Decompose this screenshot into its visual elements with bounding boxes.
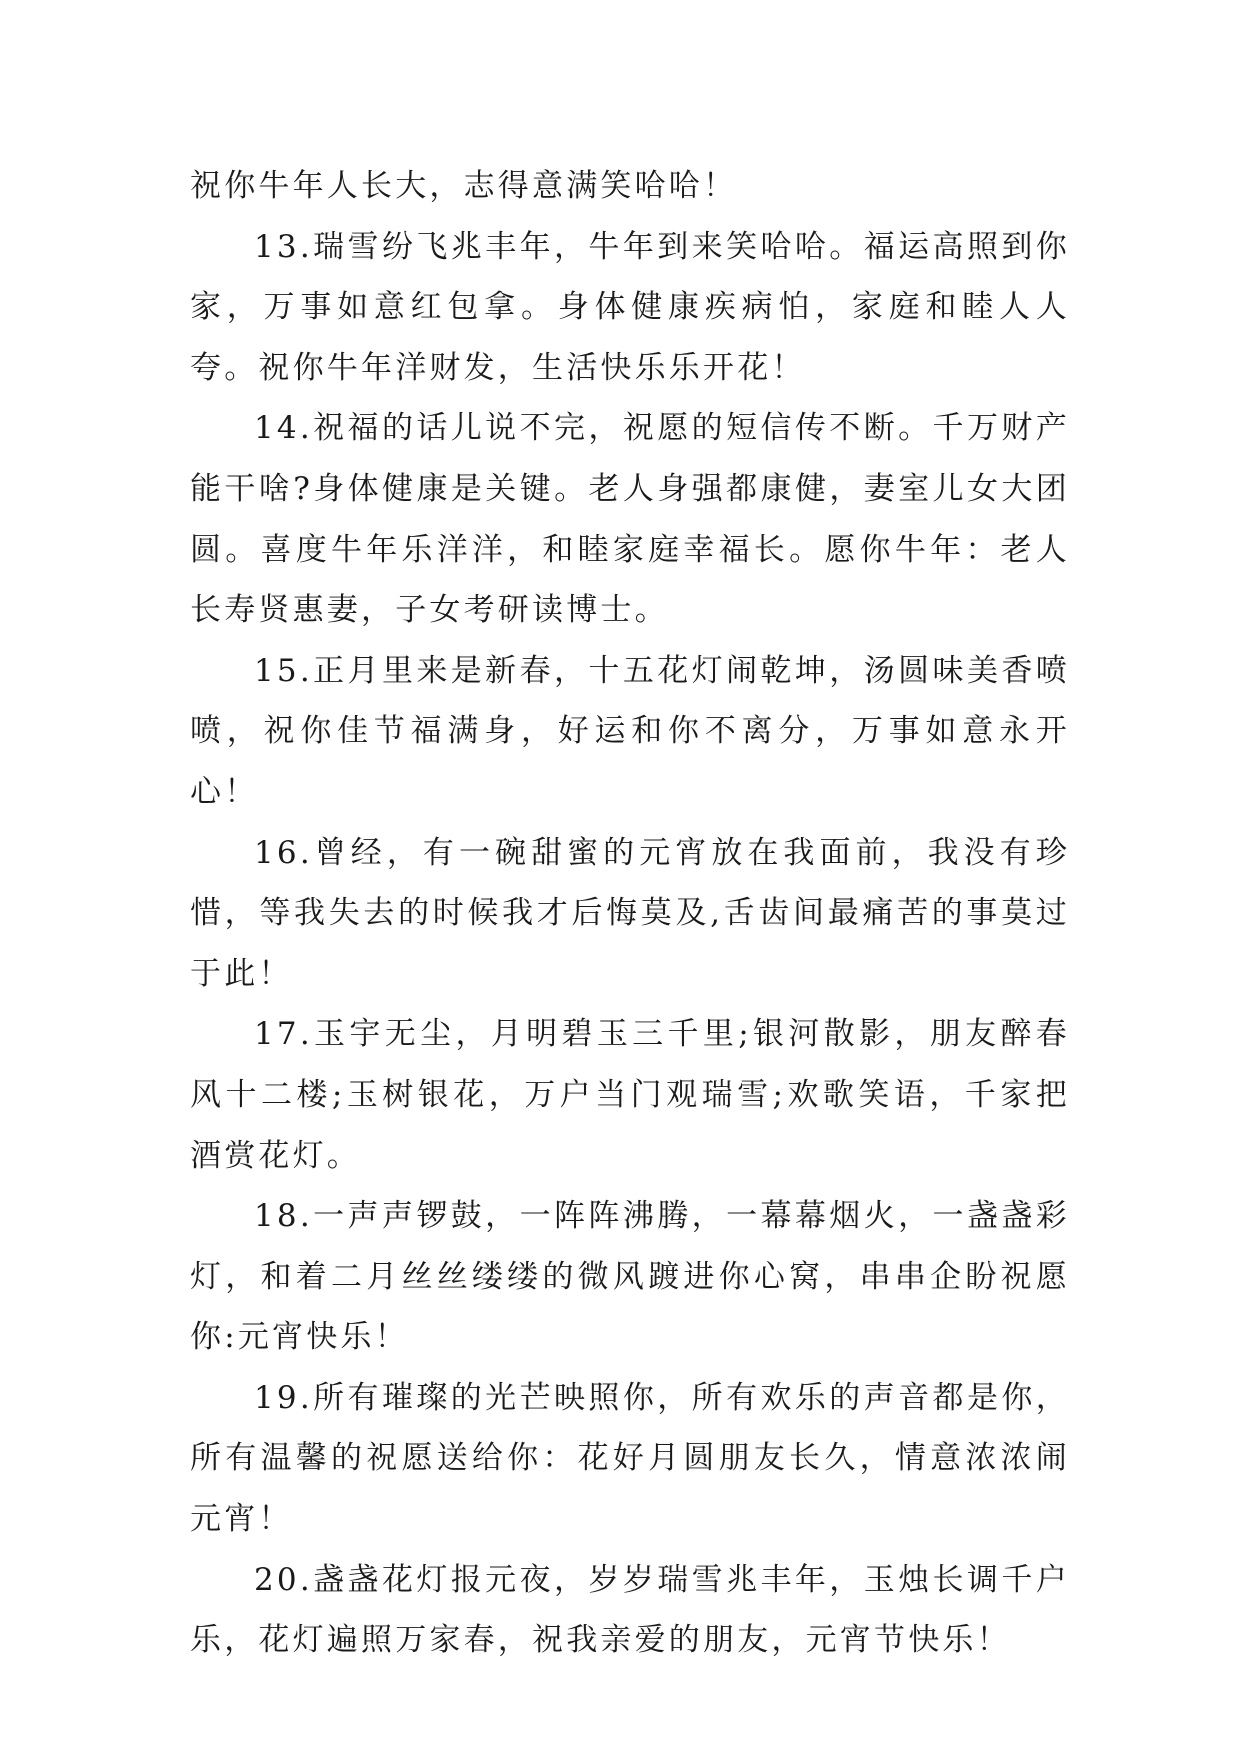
paragraph-17: 17.玉宇无尘，月明碧玉三千里;银河散影，朋友醉春风十二楼;玉树银花，万户当门观瑞雪;欢歌笑语，千家把酒赏花灯。	[190, 1016, 1070, 1174]
paragraph-15: 15.正月里来是新春，十五花灯闹乾坤，汤圆味美香喷喷，祝你佳节福满身，好运和你不离分，万事如意永开心！	[190, 652, 1070, 810]
paragraph-continuation: 祝你牛年人长大，志得意满笑哈哈！	[190, 168, 738, 204]
paragraph-18: 18.一声声锣鼓，一阵阵沸腾，一幕幕烟火，一盏盏彩灯，和着二月丝丝缕缕的微风踱进你心窝，串串企盼祝愿你:元宵快乐！	[190, 1198, 1070, 1356]
paragraph-19: 19.所有璀璨的光芒映照你，所有欢乐的声音都是你，所有温馨的祝愿送给你：花好月圆朋友长久，情意浓浓闹元宵！	[190, 1379, 1070, 1538]
paragraph-20: 20.盏盏花灯报元夜，岁岁瑞雪兆丰年，玉烛长调千户乐，花灯遍照万家春，祝我亲爱的朋友，元宵节快乐！	[190, 1561, 1070, 1659]
paragraph-14: 14.祝福的话儿说不完，祝愿的短信传不断。千万财产能干啥?身体健康是关键。老人身强都康健，妻室儿女大团圆。喜度牛年乐洋洋，和睦家庭幸福长。愿你牛年：老人长寿贤惠妻，子女考研读博士。	[190, 410, 1070, 629]
paragraph-13: 13.瑞雪纷飞兆丰年，牛年到来笑哈哈。福运高照到你家，万事如意红包拿。身体健康疾病怕，家庭和睦人人夸。祝你牛年洋财发，生活快乐乐开花！	[190, 228, 1070, 386]
paragraph-16: 16.曾经，有一碗甜蜜的元宵放在我面前，我没有珍惜，等我失去的时候我才后悔莫及,舌齿间最痛苦的事莫过于此！	[190, 834, 1070, 992]
document-body	[190, 156, 1070, 1671]
